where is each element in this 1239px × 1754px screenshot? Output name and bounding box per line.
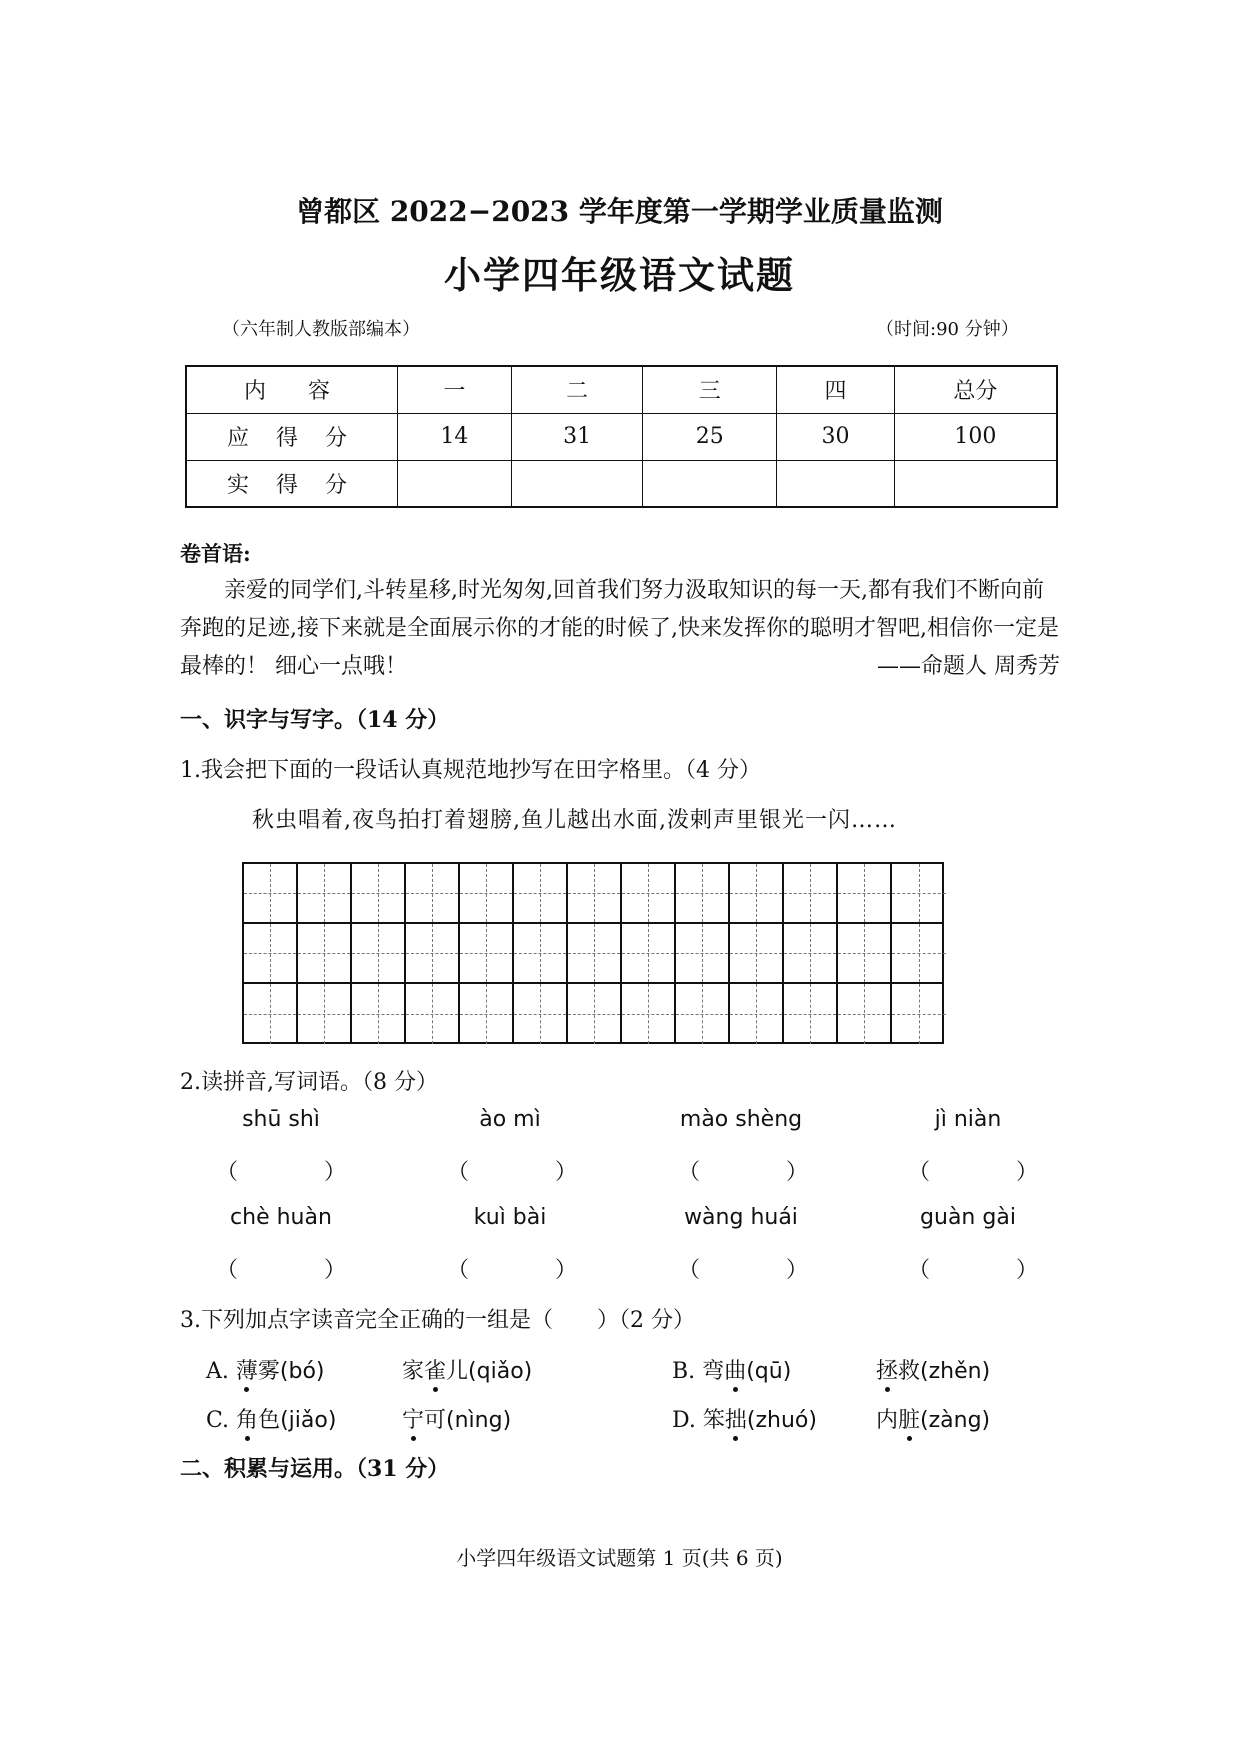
grid-cell[interactable] bbox=[838, 924, 892, 982]
score-header-cell: 二 bbox=[511, 366, 643, 413]
grid-cell[interactable] bbox=[244, 864, 298, 922]
grid-cell[interactable] bbox=[622, 864, 676, 922]
grid-cell[interactable] bbox=[568, 924, 622, 982]
option-d[interactable] bbox=[672, 1403, 817, 1434]
word-char: 色 bbox=[258, 1408, 281, 1433]
exam-title-line2: 小学四年级语文试题 bbox=[444, 253, 795, 297]
grid-cell[interactable] bbox=[460, 924, 514, 982]
paren-close: ） bbox=[1015, 1258, 1038, 1283]
score-header-cell: 一 bbox=[398, 366, 512, 413]
word-char: 救 bbox=[898, 1359, 921, 1384]
edition-note: （六年制人教版部编本） bbox=[222, 319, 420, 340]
option-pinyin: (zàng) bbox=[920, 1408, 991, 1433]
option-letter: B. bbox=[672, 1359, 696, 1384]
grid-cell[interactable] bbox=[352, 864, 406, 922]
score-header-cell: 内 容 bbox=[186, 366, 398, 413]
score-header-cell: 总分 bbox=[894, 366, 1057, 413]
dotted-char: 角 bbox=[236, 1408, 259, 1433]
q1-prompt: 1.我会把下面的一段话认真规范地抄写在田字格里。（4 分） bbox=[180, 758, 761, 783]
pinyin-item: chè huàn bbox=[230, 1205, 332, 1230]
option-a-word2 bbox=[402, 1354, 532, 1385]
q1-passage: 秋虫唱着,夜鸟拍打着翅膀,鱼儿越出水面,泼剌声里银光一闪…… bbox=[252, 808, 897, 833]
exam-title-line1: 曾都区 2022−2023 学年度第一学期学业质量监测 bbox=[296, 195, 943, 228]
grid-cell[interactable] bbox=[514, 984, 568, 1044]
grid-cell[interactable] bbox=[568, 864, 622, 922]
pinyin-item: wàng huái bbox=[684, 1205, 798, 1230]
pinyin-item: shū shì bbox=[242, 1107, 320, 1132]
time-note: （时间:90 分钟） bbox=[876, 319, 1019, 340]
grid-row bbox=[244, 984, 942, 1044]
word-char: 雾 bbox=[257, 1359, 280, 1384]
grid-cell[interactable] bbox=[460, 984, 514, 1044]
pinyin-item: mào shèng bbox=[679, 1107, 803, 1132]
grid-cell[interactable] bbox=[838, 984, 892, 1044]
grid-cell[interactable] bbox=[352, 984, 406, 1044]
word-char: 笨 bbox=[702, 1408, 725, 1433]
word-char: 儿 bbox=[446, 1359, 469, 1384]
pinyin-item: jì niàn bbox=[934, 1107, 1002, 1132]
grid-cell[interactable] bbox=[730, 924, 784, 982]
dotted-char: 曲 bbox=[724, 1359, 747, 1384]
grid-cell[interactable] bbox=[244, 984, 298, 1044]
score-cell: 14 bbox=[398, 413, 512, 460]
paren-close: ） bbox=[323, 1160, 346, 1185]
option-pinyin: (qiǎo) bbox=[468, 1359, 533, 1384]
score-header-cell: 三 bbox=[643, 366, 777, 413]
preface-author: ——命题人 周秀芳 bbox=[877, 654, 1060, 679]
grid-cell[interactable] bbox=[406, 924, 460, 982]
paren-open: （ bbox=[678, 1160, 701, 1185]
answer-blank[interactable] bbox=[678, 1253, 808, 1284]
grid-cell[interactable] bbox=[784, 864, 838, 922]
word-char: 可 bbox=[424, 1408, 447, 1433]
grid-cell[interactable] bbox=[730, 864, 784, 922]
score-cell: 应 得 分 bbox=[186, 413, 398, 460]
paren-close: ） bbox=[554, 1258, 577, 1283]
word-char: 家 bbox=[402, 1359, 425, 1384]
pinyin-item: guàn gài bbox=[920, 1205, 1016, 1230]
grid-cell[interactable] bbox=[244, 924, 298, 982]
score-cell: 31 bbox=[511, 413, 643, 460]
option-d-word2 bbox=[876, 1403, 990, 1434]
grid-row bbox=[244, 924, 942, 984]
grid-cell[interactable] bbox=[406, 984, 460, 1044]
grid-row bbox=[244, 864, 942, 924]
grid-cell[interactable] bbox=[298, 924, 352, 982]
option-c[interactable] bbox=[206, 1403, 336, 1434]
option-pinyin: (jiǎo) bbox=[280, 1408, 337, 1433]
score-cell: 30 bbox=[777, 413, 895, 460]
option-pinyin: (zhuó) bbox=[746, 1408, 817, 1433]
tianzige-writing-grid[interactable] bbox=[242, 862, 944, 1044]
paren-open: （ bbox=[447, 1258, 470, 1283]
dotted-char: 薄 bbox=[235, 1359, 258, 1384]
answer-blank[interactable] bbox=[908, 1155, 1038, 1186]
q2-prompt: 2.读拼音,写词语。（8 分） bbox=[180, 1070, 438, 1095]
grid-cell[interactable] bbox=[406, 864, 460, 922]
option-word bbox=[236, 1408, 280, 1433]
paren-open: （ bbox=[216, 1258, 239, 1283]
score-cell: 实 得 分 bbox=[186, 460, 398, 507]
option-pinyin: (nìng) bbox=[446, 1408, 512, 1433]
option-b-word2 bbox=[876, 1354, 990, 1385]
grid-cell[interactable] bbox=[676, 984, 730, 1044]
score-entry-cell[interactable] bbox=[894, 460, 1057, 507]
preface bbox=[180, 572, 1060, 686]
section1-heading: 一、识字与写字。（14 分） bbox=[180, 707, 450, 733]
dotted-char: 脏 bbox=[898, 1408, 921, 1433]
paren-open: （ bbox=[908, 1258, 931, 1283]
option-pinyin: (qū) bbox=[746, 1359, 792, 1384]
word-char: 内 bbox=[876, 1408, 899, 1433]
score-entry-cell[interactable] bbox=[643, 460, 777, 507]
option-letter: D. bbox=[672, 1408, 696, 1433]
grid-cell[interactable] bbox=[730, 984, 784, 1044]
grid-cell[interactable] bbox=[676, 924, 730, 982]
option-pinyin: (zhěn) bbox=[920, 1359, 991, 1384]
grid-cell[interactable] bbox=[892, 984, 946, 1044]
paren-open: （ bbox=[216, 1160, 239, 1185]
grid-cell[interactable] bbox=[676, 864, 730, 922]
dotted-char: 宁 bbox=[402, 1408, 425, 1433]
grid-cell[interactable] bbox=[892, 864, 946, 922]
score-entry-cell[interactable] bbox=[398, 460, 512, 507]
grid-cell[interactable] bbox=[568, 984, 622, 1044]
paren-close: ） bbox=[785, 1258, 808, 1283]
option-letter: A. bbox=[206, 1359, 229, 1384]
paren-close: ） bbox=[1015, 1160, 1038, 1185]
option-a[interactable] bbox=[206, 1354, 325, 1385]
dotted-char: 拯 bbox=[876, 1359, 899, 1384]
paren-open: （ bbox=[908, 1160, 931, 1185]
score-table-row-full-marks bbox=[186, 413, 1057, 460]
option-word bbox=[702, 1359, 746, 1384]
option-word bbox=[703, 1408, 747, 1433]
grid-cell[interactable] bbox=[352, 924, 406, 982]
score-entry-cell[interactable] bbox=[777, 460, 895, 507]
paren-open: （ bbox=[447, 1160, 470, 1185]
page-footer: 小学四年级语文试题第 1 页(共 6 页) bbox=[456, 1546, 783, 1570]
paren-close: ） bbox=[785, 1160, 808, 1185]
score-entry-cell[interactable] bbox=[511, 460, 643, 507]
pinyin-item: kuì bài bbox=[473, 1205, 547, 1230]
option-c-word2 bbox=[402, 1403, 511, 1434]
score-table-row-actual bbox=[186, 460, 1057, 507]
pinyin-item: ào mì bbox=[479, 1107, 541, 1132]
score-cell: 25 bbox=[643, 413, 777, 460]
grid-cell[interactable] bbox=[784, 984, 838, 1044]
preface-title: 卷首语: bbox=[180, 541, 251, 566]
score-cell: 100 bbox=[894, 413, 1057, 460]
grid-cell[interactable] bbox=[622, 984, 676, 1044]
option-letter: C. bbox=[206, 1408, 230, 1433]
q3-prompt: 3.下列加点字读音完全正确的一组是（ ）（2 分） bbox=[180, 1308, 695, 1333]
grid-cell[interactable] bbox=[298, 864, 352, 922]
option-pinyin: (bó) bbox=[279, 1359, 325, 1384]
grid-cell[interactable] bbox=[892, 924, 946, 982]
section2-heading: 二、积累与运用。（31 分） bbox=[180, 1456, 450, 1482]
paren-close: ） bbox=[554, 1160, 577, 1185]
paren-close: ） bbox=[323, 1258, 346, 1283]
option-b[interactable] bbox=[672, 1354, 791, 1385]
preface-body: 亲爱的同学们,斗转星移,时光匆匆,回首我们努力汲取知识的每一天,都有我们不断向前奔跑的足迹,接下来就是全面展示你的才能的时候了,快来发挥你的聪明才智吧,相信你一定是最棒的！ 细心一点哦！ bbox=[180, 578, 1059, 679]
dotted-char: 拙 bbox=[724, 1408, 747, 1433]
grid-cell[interactable] bbox=[784, 924, 838, 982]
score-table-header-row bbox=[186, 366, 1057, 413]
word-char: 弯 bbox=[702, 1359, 725, 1384]
answer-blank[interactable] bbox=[447, 1155, 577, 1186]
grid-cell[interactable] bbox=[838, 864, 892, 922]
grid-cell[interactable] bbox=[460, 864, 514, 922]
score-header-cell: 四 bbox=[777, 366, 895, 413]
grid-cell[interactable] bbox=[298, 984, 352, 1044]
grid-cell[interactable] bbox=[514, 924, 568, 982]
score-table bbox=[185, 365, 1058, 508]
answer-blank[interactable] bbox=[216, 1253, 346, 1284]
grid-cell[interactable] bbox=[622, 924, 676, 982]
dotted-char: 雀 bbox=[424, 1359, 447, 1384]
answer-blank[interactable] bbox=[678, 1155, 808, 1186]
grid-cell[interactable] bbox=[514, 864, 568, 922]
option-word bbox=[236, 1359, 280, 1384]
answer-blank[interactable] bbox=[216, 1155, 346, 1186]
answer-blank[interactable] bbox=[447, 1253, 577, 1284]
answer-blank[interactable] bbox=[908, 1253, 1038, 1284]
paren-open: （ bbox=[678, 1258, 701, 1283]
